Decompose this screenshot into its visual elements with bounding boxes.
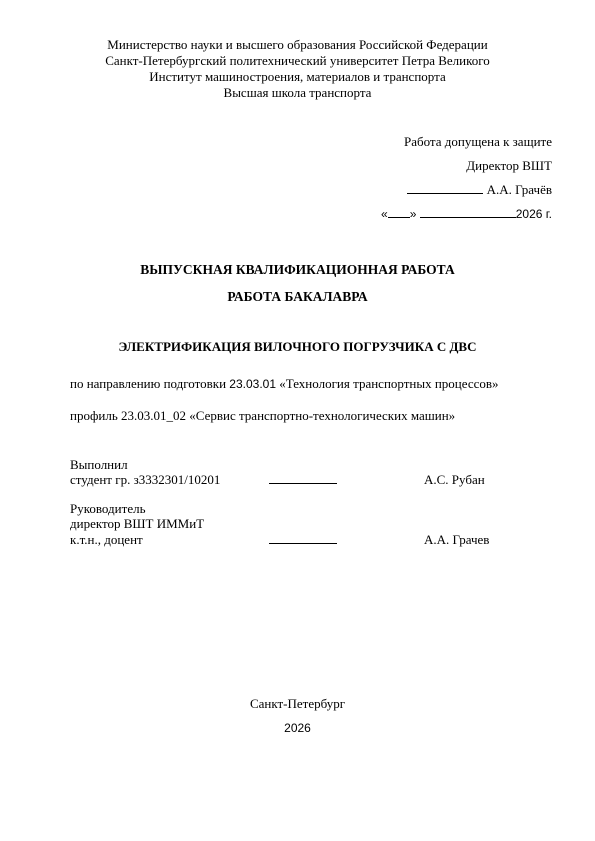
signature-blank <box>407 182 483 194</box>
footer-year: 2026 <box>284 721 311 735</box>
student-role: Выполнил <box>70 457 128 472</box>
profile-line: профиль 23.03.01_02 «Сервис транспортно-технологических машин» <box>70 408 456 423</box>
direction-prefix: по направлению подготовки <box>70 376 230 391</box>
direction-line <box>70 376 499 392</box>
work-type-title: ВЫПУСКНАЯ КВАЛИФИКАЦИОННАЯ РАБОТА <box>140 262 455 277</box>
supervisor-position: директор ВШТ ИММиТ <box>70 516 205 531</box>
thesis-topic: ЭЛЕКТРИФИКАЦИЯ ВИЛОЧНОГО ПОГРУЗЧИКА С ДВС <box>118 339 477 354</box>
footer-city: Санкт-Петербург <box>249 696 346 711</box>
student-signature-blank <box>269 472 337 484</box>
student-group: студент гр. з3332301/10201 <box>70 472 221 487</box>
direction-code: 23.03.01 <box>229 377 277 391</box>
student-name: А.С. Рубан <box>424 472 485 487</box>
approval-director-name: А.А. Грачёв <box>486 182 552 197</box>
school-line: Высшая школа транспорта <box>223 85 372 100</box>
approval-admitted-line: Работа допущена к защите <box>403 134 552 149</box>
ministry-line: Министерство науки и высшего образования Российской Федерации <box>107 37 488 52</box>
approval-director-line: Директор ВШТ <box>466 158 552 173</box>
degree-title: РАБОТА БАКАЛАВРА <box>227 289 368 304</box>
month-blank <box>420 206 516 218</box>
supervisor-role: Руководитель <box>70 501 146 516</box>
institute-line: Институт машиностроения, материалов и транспорта <box>149 69 446 84</box>
approval-signature-line <box>407 182 552 197</box>
open-quote: « <box>381 207 388 221</box>
approval-date-line <box>381 206 552 222</box>
approval-year: 2026 г. <box>515 207 552 221</box>
student-signature-line <box>269 472 337 487</box>
close-quote: » <box>409 207 417 221</box>
supervisor-signature-line <box>269 532 337 547</box>
supervisor-degree: к.т.н., доцент <box>70 532 143 547</box>
supervisor-name: А.А. Грачев <box>424 532 490 547</box>
supervisor-signature-blank <box>269 532 337 544</box>
day-blank <box>388 206 410 218</box>
direction-name: «Технология транспортных процессов» <box>276 376 499 391</box>
university-line: Санкт-Петербургский политехнический университет Петра Великого <box>105 53 490 68</box>
